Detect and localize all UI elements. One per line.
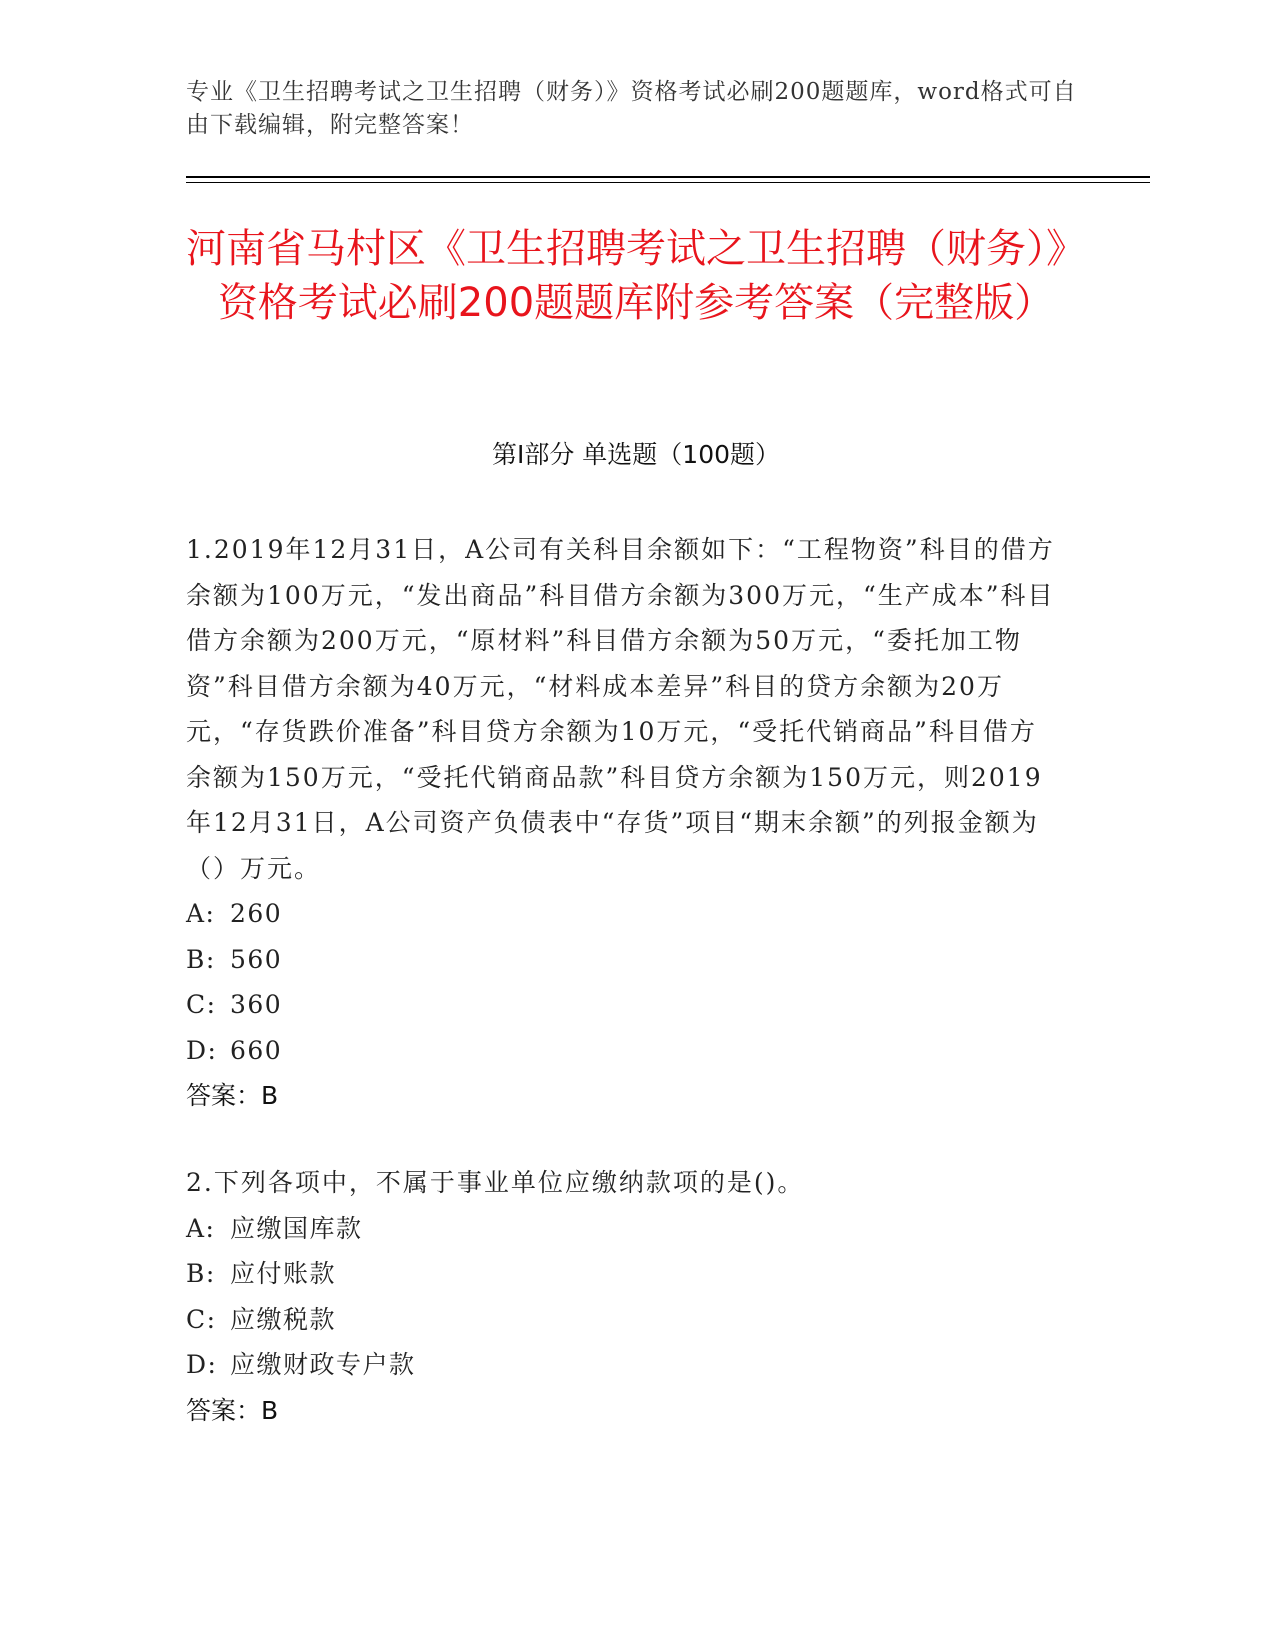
question-stem: 2.下列各项中，不属于事业单位应缴纳款项的是()。 — [186, 1168, 805, 1197]
header-note: 专业《卫生招聘考试之卫生招聘（财务）》资格考试必刷200题题库，word格式可自由下载编辑，附完整答案！ — [186, 79, 1077, 138]
answer-line: 答案：B — [186, 1081, 279, 1110]
option-b — [186, 1251, 1056, 1297]
option-text: 260 — [230, 899, 283, 928]
header-divider-thick — [186, 176, 1150, 178]
section-title: 第I部分 单选题（100题） — [491, 440, 781, 469]
option-key: B: — [186, 1259, 216, 1288]
option-key: A: — [186, 899, 216, 928]
option-a — [186, 1206, 1056, 1252]
document-title: 河南省马村区《卫生招聘考试之卫生招聘（财务）》资格考试必刷200题题库附参考答案（完整版） — [186, 226, 1086, 326]
option-key: B: — [186, 944, 216, 974]
question-2 — [186, 1160, 1056, 1433]
option-text: 360 — [230, 990, 283, 1019]
option-key: D: — [186, 1350, 218, 1379]
option-text: 660 — [230, 1035, 283, 1065]
option-text: 560 — [230, 944, 283, 974]
option-key: A: — [186, 1213, 216, 1243]
option-c — [186, 982, 1056, 1028]
answer-line: 答案：B — [186, 1395, 279, 1425]
question-1 — [186, 527, 1056, 1119]
option-d — [186, 1028, 1056, 1074]
option-d — [186, 1342, 1056, 1388]
option-text: 应付账款 — [230, 1259, 337, 1288]
option-key: C: — [186, 1304, 217, 1334]
question-stem: 1.2019年12月31日，A公司有关科目余额如下：“工程物资”科目的借方余额为100万元，“发出商品”科目借方余额为300万元，“生产成本”科目借方余额为200万元，“原材料”科目借方余额为50万元，“委托加工物资”科目借方余额为40万元，“材料成本差异”科目的贷方余额为20万元，“存货跌价准备”科目贷方余额为10万元，“受托代销商品”科目借方余额为150万元，“受托代销商品款”科目贷方余额为150万元，则2019年12月31日，A公司资产负债表中“存货”项目“期末余额”的列报金额为（）万元。 — [186, 535, 1055, 883]
option-b — [186, 937, 1056, 983]
option-text: 应缴国库款 — [230, 1213, 363, 1243]
option-key: D: — [186, 1035, 218, 1065]
option-c — [186, 1297, 1056, 1343]
option-key: C: — [186, 990, 217, 1019]
option-text: 应缴财政专户款 — [230, 1350, 416, 1379]
option-a — [186, 891, 1056, 937]
option-text: 应缴税款 — [230, 1304, 337, 1334]
header-divider-thin — [186, 182, 1150, 183]
